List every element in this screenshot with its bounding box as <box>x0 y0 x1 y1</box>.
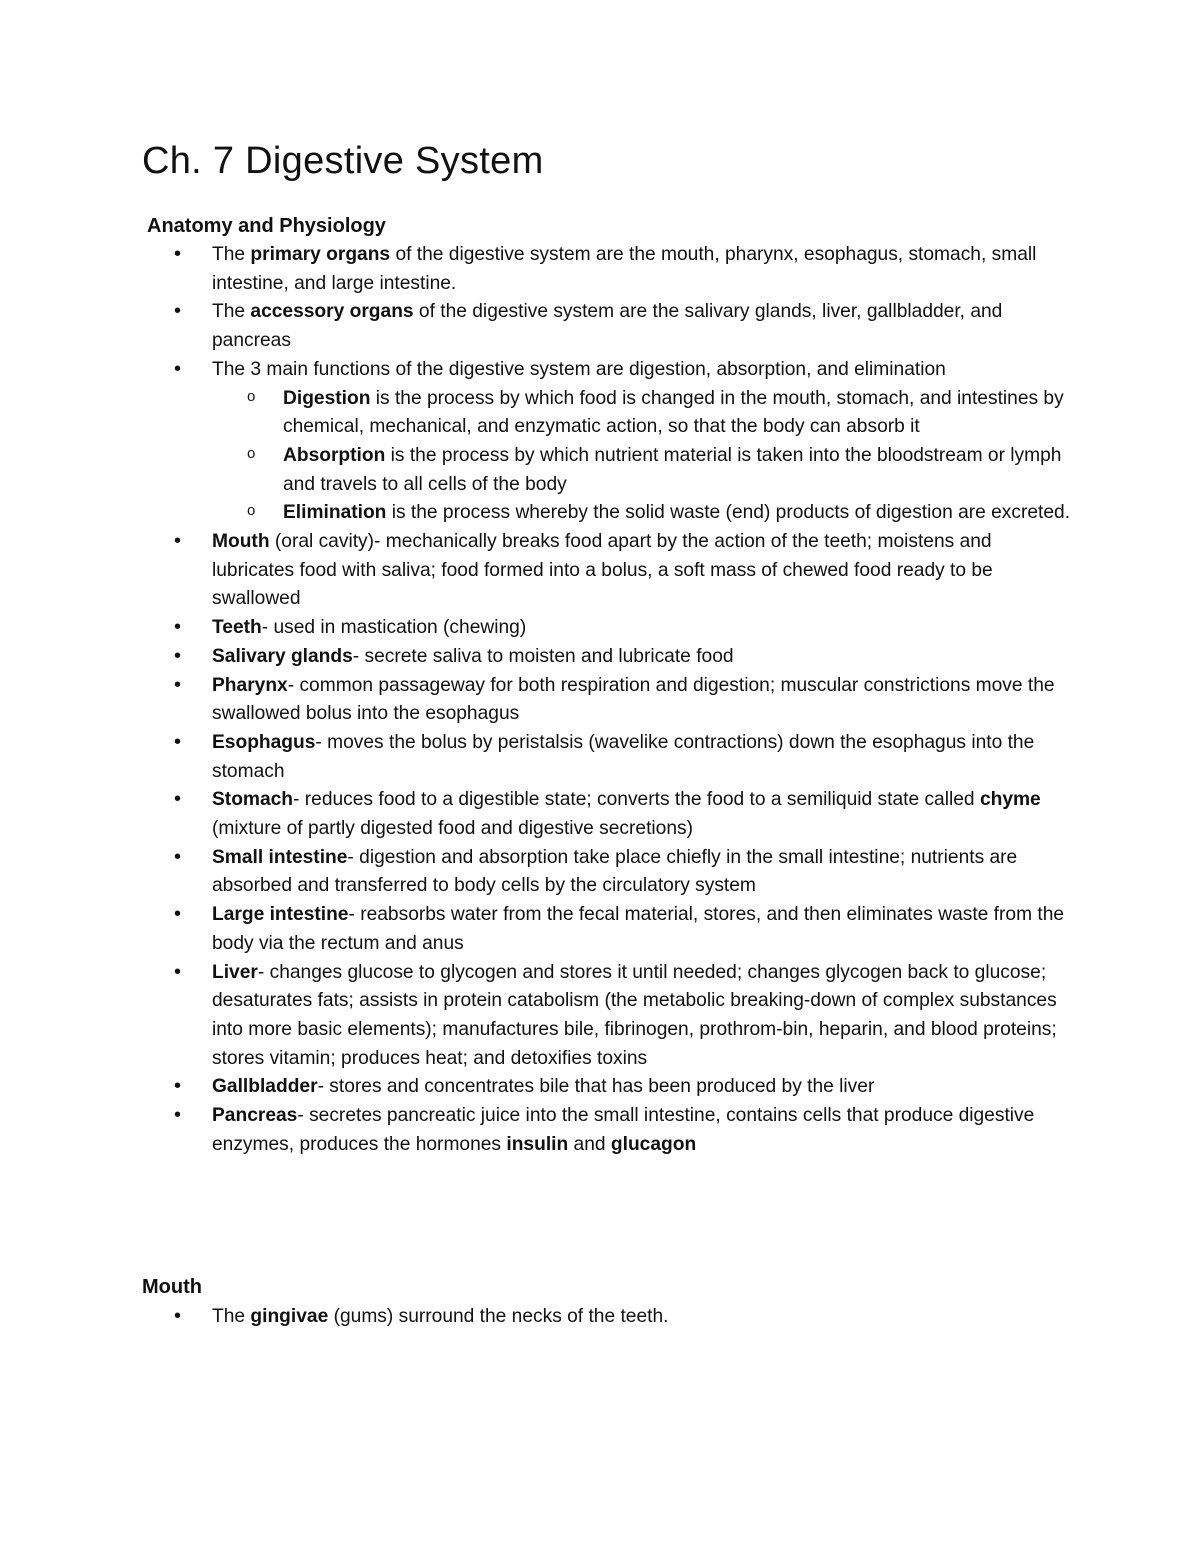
list-item: • Small intestine- digestion and absorption take place chiefly in the small intestine; nutrients are absorbed and transferred to body cells by the circulatory system <box>212 844 1072 901</box>
list-item: • Pancreas- secretes pancreatic juice into the small intestine, contains cells that produce digestive enzymes, produces the hormones insulin and glucagon <box>212 1102 1072 1159</box>
sub-list-item: o Absorption is the process by which nutrient material is taken into the bloodstream or lymph and travels to all cells of the body <box>283 442 1072 499</box>
list-item: • The 3 main functions of the digestive system are digestion, absorption, and elimination o Digestion is the process by which food is changed in the mouth, stomach, and intestines by chemical, mechanical, and enzymatic action, so that the body can absorb it o Absorption is the process by which nutrient material is taken into the bloodstream or lymph and travels to all cells of the body o Elimination is the process whereby the solid waste (end) products of digestion are excreted. <box>212 356 1072 528</box>
page-title: Ch. 7 Digestive System <box>142 140 544 182</box>
list-item: • Teeth- used in mastication (chewing) <box>212 614 1072 643</box>
sub-list-item: o Elimination is the process whereby the solid waste (end) products of digestion are excreted. <box>283 499 1072 528</box>
list-item: • Large intestine- reabsorbs water from the fecal material, stores, and then eliminates waste from the body via the rectum and anus <box>212 901 1072 958</box>
list-item: • The primary organs of the digestive system are the mouth, pharynx, esophagus, stomach, small intestine, and large intestine. <box>212 241 1072 298</box>
section-heading-anatomy: Anatomy and Physiology <box>147 215 386 237</box>
list-item: • Pharynx- common passageway for both respiration and digestion; muscular constrictions move the swallowed bolus into the esophagus <box>212 672 1072 729</box>
list-item: • Esophagus- moves the bolus by peristalsis (wavelike contractions) down the esophagus into the stomach <box>212 729 1072 786</box>
sub-list-item: o Digestion is the process by which food is changed in the mouth, stomach, and intestines by chemical, mechanical, and enzymatic action, so that the body can absorb it <box>283 385 1072 442</box>
section-heading-mouth: Mouth <box>142 1276 202 1298</box>
list-item: • Stomach- reduces food to a digestible state; converts the food to a semiliquid state called chyme (mixture of partly digested food and digestive secretions) <box>212 786 1072 843</box>
list-item: • The gingivae (gums) surround the necks of the teeth. <box>212 1303 1072 1332</box>
list-item: • The accessory organs of the digestive system are the salivary glands, liver, gallbladder, and pancreas <box>212 298 1072 355</box>
mouth-bullet-list <box>212 1303 1072 1332</box>
list-item: • Salivary glands- secrete saliva to moisten and lubricate food <box>212 643 1072 672</box>
list-item: • Gallbladder- stores and concentrates bile that has been produced by the liver <box>212 1073 1072 1102</box>
functions-sublist <box>212 385 1072 529</box>
list-item: • Mouth (oral cavity)- mechanically breaks food apart by the action of the teeth; moistens and lubricates food with saliva; food formed into a bolus, a soft mass of chewed food ready to be swallowed <box>212 528 1072 614</box>
list-item: • Liver- changes glucose to glycogen and stores it until needed; changes glycogen back to glucose; desaturates fats; assists in protein catabolism (the metabolic breaking-down of complex substances into more basic elements); manufactures bile, fibrinogen, prothrom-bin, heparin, and blood proteins; stores vitamin; produces heat; and detoxifies toxins <box>212 959 1072 1074</box>
anatomy-bullet-list <box>212 241 1072 1160</box>
